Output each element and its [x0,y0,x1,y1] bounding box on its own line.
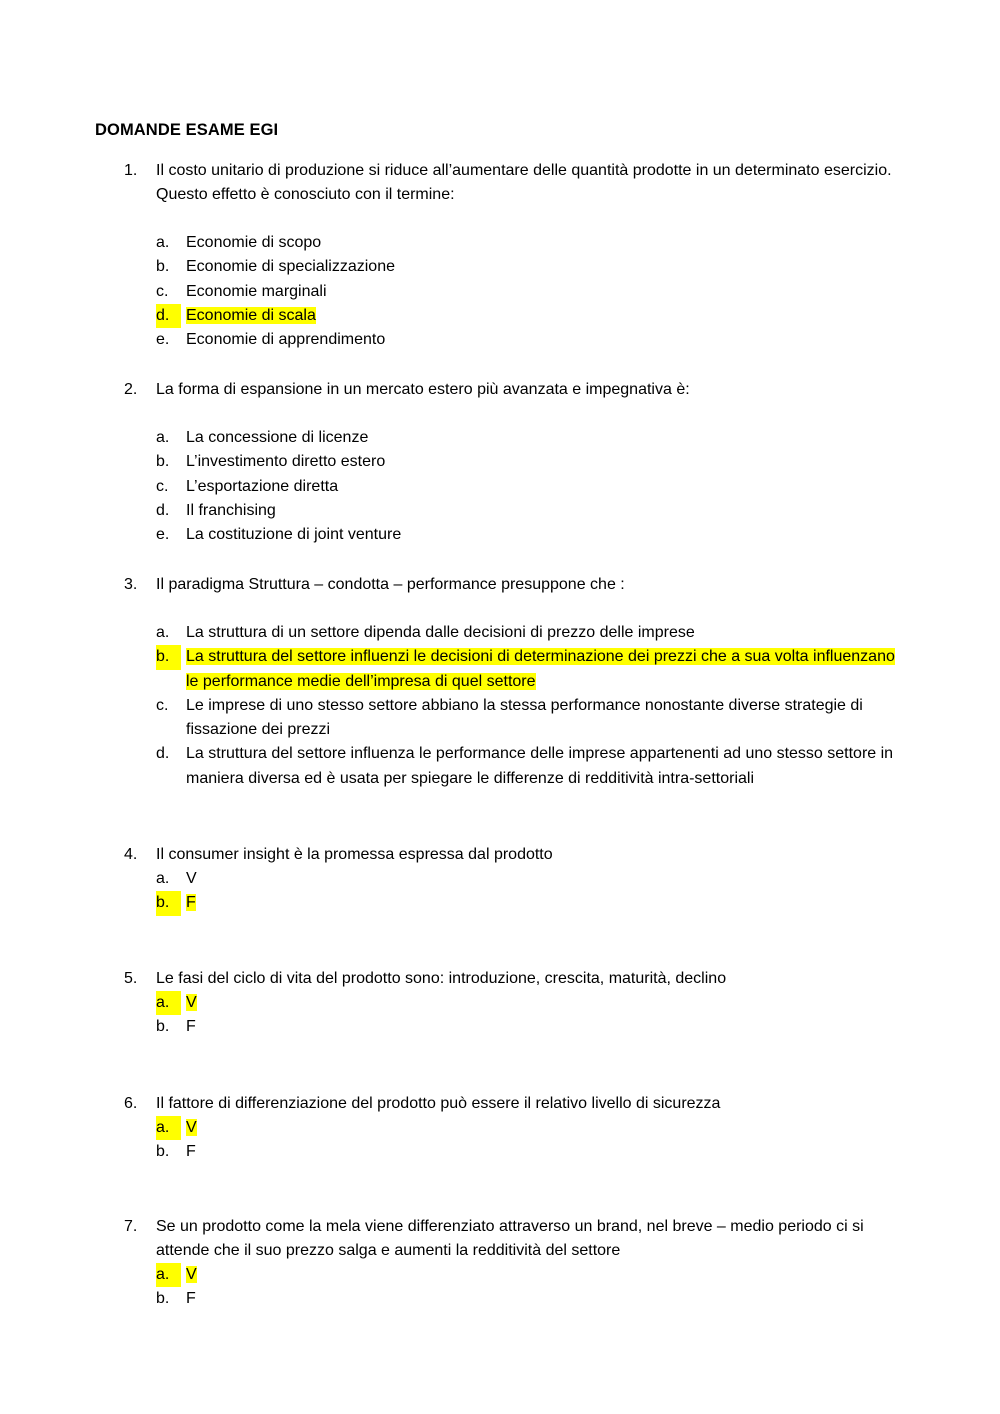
answer-option-b-highlighted [0,645,1000,694]
option-text: F [186,1018,196,1036]
question-number: 4. [124,846,138,863]
answer-options [0,621,1000,791]
option-text: Economie di scopo [186,234,322,251]
answer-option-b [0,1015,1000,1039]
question-stem [0,1092,1000,1116]
question-4 [0,843,1000,916]
option-text: La concessione di licenze [186,429,369,446]
answer-option-a [0,621,1000,645]
question-number: 6. [124,1095,138,1112]
question-6 [0,1092,1000,1165]
option-letter: a. [156,624,170,641]
question-stem [0,967,1000,991]
option-text: Economie marginali [186,282,327,300]
option-letter: b. [156,1018,170,1036]
answer-option-a [0,231,1000,255]
answer-option-a-highlighted [0,1263,1000,1287]
answer-option-e [0,523,1000,547]
option-text: Il franchising [186,501,276,519]
option-letter: b. [156,891,181,915]
question-text: Il costo unitario di produzione si riduce all’aumentare delle quantità prodotte in un determinato esercizio. Questo effetto è conosciuto con il termine: [156,162,892,203]
answer-option-c [0,280,1000,304]
answer-option-c [0,694,1000,743]
answer-option-b [0,1287,1000,1311]
question-text: Il fattore di differenziazione del prodotto può essere il relativo livello di sicurezza [156,1095,721,1112]
option-letter: b. [156,258,170,276]
answer-option-b [0,255,1000,279]
option-letter: a. [156,429,170,446]
answer-option-d [0,742,1000,791]
answer-option-c [0,475,1000,499]
option-text: V [186,1266,197,1283]
answer-option-b-highlighted [0,891,1000,915]
option-letter: b. [156,645,181,669]
option-letter: a. [156,870,170,887]
answer-option-a [0,426,1000,450]
option-letter: d. [156,304,181,328]
answer-options [0,1263,1000,1312]
option-text: Economie di specializzazione [186,258,395,276]
option-text: Economie di apprendimento [186,331,386,349]
question-text: Il paradigma Struttura – condotta – performance presuppone che : [156,576,625,593]
option-letter: b. [156,1290,170,1308]
question-number: 2. [124,381,138,398]
question-number: 7. [124,1218,138,1235]
option-text: F [186,1290,196,1308]
option-letter: d. [156,501,170,519]
option-letter: b. [156,1143,170,1161]
question-stem [0,1215,1000,1263]
question-stem [0,573,1000,597]
question-stem [0,378,1000,402]
answer-option-a-highlighted [0,1116,1000,1140]
question-1 [0,159,1000,352]
option-text: La costituzione di joint venture [186,526,402,544]
option-text: Economie di scala [186,306,316,324]
option-letter: a. [156,1263,181,1287]
question-5 [0,967,1000,1040]
answer-option-a-highlighted [0,991,1000,1015]
answer-options [0,426,1000,547]
option-letter: d. [156,745,170,763]
answer-options [0,991,1000,1040]
question-text: Se un prodotto come la mela viene differenziato attraverso un brand, nel breve – medio periodo ci si attende che il suo prezzo salga e aumenti la redditività del settore [156,1218,864,1259]
question-text: La forma di espansione in un mercato estero più avanzata e impegnativa è: [156,381,690,398]
option-text: F [186,1143,196,1161]
option-letter: a. [156,1116,181,1140]
question-number: 1. [124,162,138,179]
option-letter: b. [156,453,170,471]
question-number: 3. [124,576,138,593]
question-3 [0,573,1000,791]
option-letter: a. [156,991,181,1015]
question-2 [0,378,1000,547]
option-text: L’esportazione diretta [186,477,339,495]
option-text: La struttura del settore influenza le performance delle imprese appartenenti ad uno stesso settore in maniera diversa ed è usata per spiegare le differenze di redditività intra-settoriali [186,745,894,787]
option-letter: c. [156,696,169,714]
page-title: DOMANDE ESAME EGI [95,121,279,139]
question-stem [0,159,1000,207]
option-letter: c. [156,282,169,300]
question-text: Il consumer insight è la promessa espressa dal prodotto [156,846,553,863]
option-letter: c. [156,477,169,495]
question-7 [0,1215,1000,1312]
option-text: F [186,894,196,912]
option-text: V [186,870,197,887]
option-text: La struttura di un settore dipenda dalle decisioni di prezzo delle imprese [186,624,695,641]
option-letter: e. [156,526,170,544]
question-stem [0,843,1000,867]
question-number: 5. [124,970,138,987]
answer-option-b [0,1140,1000,1164]
answer-option-d-highlighted [0,304,1000,328]
option-text: V [186,1119,197,1136]
answer-options [0,867,1000,916]
answer-option-a [0,867,1000,891]
option-letter: a. [156,234,170,251]
question-text: Le fasi del ciclo di vita del prodotto sono: introduzione, crescita, maturità, declino [156,970,727,987]
answer-options [0,1116,1000,1165]
option-text: L’investimento diretto estero [186,453,386,471]
option-text: Le imprese di uno stesso settore abbiano la stessa performance nonostante diverse strategie di fissazione dei prezzi [186,696,863,739]
answer-option-e [0,328,1000,352]
option-text: V [186,994,197,1011]
option-text: La struttura del settore influenzi le decisioni di determinazione dei prezzi che a sua volta influenzano le performance medie dell’impresa di quel settore [186,648,895,690]
answer-option-b [0,450,1000,474]
answer-options [0,231,1000,352]
answer-option-d [0,499,1000,523]
option-letter: e. [156,331,170,349]
